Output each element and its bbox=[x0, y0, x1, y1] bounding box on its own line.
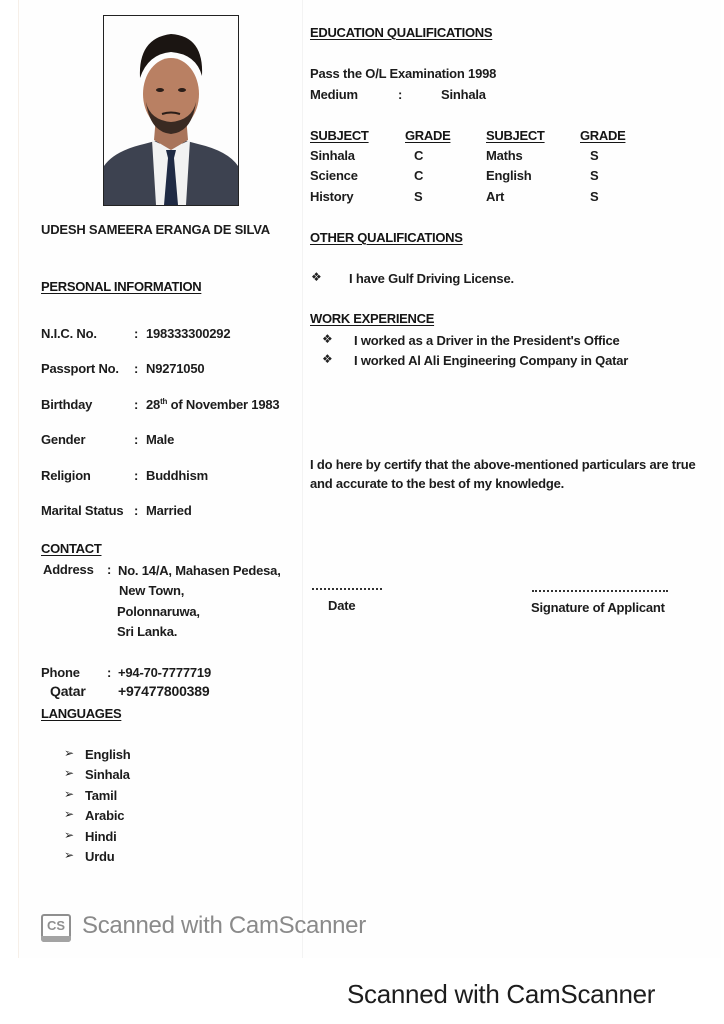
language-item: Arabic bbox=[85, 808, 125, 823]
address-line-3: Polonnaruwa, bbox=[117, 604, 200, 619]
nic-sep: : bbox=[134, 326, 139, 341]
work-item: I worked as a Driver in the President's Office bbox=[354, 333, 620, 348]
marital-value: Married bbox=[146, 503, 192, 518]
diamond-bullet-icon: ❖ bbox=[311, 270, 322, 284]
address-line-1: No. 14/A, Mahasen Pedesa, bbox=[118, 563, 281, 578]
address-line-2: New Town, bbox=[119, 583, 185, 598]
subject-cell: Art bbox=[486, 189, 505, 204]
address-line-4: Sri Lanka. bbox=[117, 624, 178, 639]
birthday-rest: of November 1983 bbox=[167, 397, 280, 412]
declaration-line-2: and accurate to the best of my knowledge. bbox=[310, 476, 565, 491]
gender-label: Gender bbox=[41, 432, 86, 447]
camscanner-watermark-inner: Scanned with CamScanner bbox=[82, 912, 366, 939]
person-portrait-icon bbox=[104, 16, 238, 205]
phone-value: +94-70-7777719 bbox=[118, 665, 211, 680]
date-line bbox=[312, 588, 382, 590]
subject-cell: Science bbox=[310, 168, 358, 183]
nic-label: N.I.C. No. bbox=[41, 326, 97, 341]
passport-value: N9271050 bbox=[146, 361, 205, 376]
marital-label: Marital Status bbox=[41, 503, 124, 518]
subject-cell: History bbox=[310, 189, 354, 204]
subject-cell: Sinhala bbox=[310, 148, 355, 163]
birthday-day: 28 bbox=[146, 397, 161, 412]
language-item: Hindi bbox=[85, 829, 117, 844]
religion-label: Religion bbox=[41, 468, 91, 483]
grade-cell: S bbox=[590, 189, 599, 204]
grade-cell: C bbox=[414, 148, 424, 163]
arrowhead-bullet-icon: ➢ bbox=[64, 746, 75, 760]
signature-label: Signature of Applicant bbox=[531, 600, 665, 615]
phone-sep: : bbox=[107, 665, 112, 680]
work-item: I worked Al Ali Engineering Company in Qatar bbox=[354, 353, 629, 368]
medium-value: Sinhala bbox=[441, 87, 486, 102]
medium-sep: : bbox=[398, 87, 403, 102]
medium-label: Medium bbox=[310, 87, 358, 102]
declaration-line-1: I do here by certify that the above-mentioned particulars are true bbox=[310, 457, 696, 472]
grade-cell: S bbox=[414, 189, 423, 204]
grades-header-subject-1: SUBJECT bbox=[310, 128, 369, 143]
date-label: Date bbox=[328, 598, 356, 613]
column-divider bbox=[302, 0, 303, 958]
passport-label: Passport No. bbox=[41, 361, 119, 376]
arrowhead-bullet-icon: ➢ bbox=[64, 828, 75, 842]
languages-heading: LANGUAGES bbox=[41, 706, 122, 721]
qualification-item: I have Gulf Driving License. bbox=[349, 271, 514, 286]
arrowhead-bullet-icon: ➢ bbox=[64, 807, 75, 821]
birthday-suffix: th bbox=[160, 397, 168, 406]
diamond-bullet-icon: ❖ bbox=[322, 352, 333, 366]
qatar-label: Qatar bbox=[50, 683, 86, 699]
birthday-sep: : bbox=[134, 397, 139, 412]
nic-value: 198333300292 bbox=[146, 326, 231, 341]
applicant-name: UDESH SAMEERA ERANGA DE SILVA bbox=[41, 222, 270, 237]
phone-label: Phone bbox=[41, 665, 80, 680]
grade-cell: C bbox=[414, 168, 424, 183]
religion-sep: : bbox=[134, 468, 139, 483]
signature-line bbox=[532, 590, 668, 592]
contact-heading: CONTACT bbox=[41, 541, 102, 556]
qatar-phone-value: +97477800389 bbox=[118, 683, 210, 699]
arrowhead-bullet-icon: ➢ bbox=[64, 848, 75, 862]
camscanner-watermark-outer: Scanned with CamScanner bbox=[347, 979, 656, 1009]
address-sep: : bbox=[107, 562, 112, 577]
birthday-value bbox=[146, 397, 279, 412]
religion-value: Buddhism bbox=[146, 468, 208, 483]
exam-text: Pass the O/L Examination 1998 bbox=[310, 66, 497, 81]
birthday-label: Birthday bbox=[41, 397, 93, 412]
grades-header-grade-1: GRADE bbox=[405, 128, 451, 143]
gender-sep: : bbox=[134, 432, 139, 447]
grade-cell: S bbox=[590, 168, 599, 183]
grades-header-grade-2: GRADE bbox=[580, 128, 626, 143]
arrowhead-bullet-icon: ➢ bbox=[64, 787, 75, 801]
diamond-bullet-icon: ❖ bbox=[322, 332, 333, 346]
address-label: Address bbox=[43, 562, 94, 577]
camscanner-logo-icon: CS bbox=[41, 914, 71, 942]
grades-header-subject-2: SUBJECT bbox=[486, 128, 545, 143]
passport-sep: : bbox=[134, 361, 139, 376]
applicant-photo bbox=[103, 15, 239, 206]
other-qualifications-heading: OTHER QUALIFICATIONS bbox=[310, 230, 463, 245]
subject-cell: Maths bbox=[486, 148, 523, 163]
arrowhead-bullet-icon: ➢ bbox=[64, 766, 75, 780]
work-experience-heading: WORK EXPERIENCE bbox=[310, 311, 435, 326]
marital-sep: : bbox=[134, 503, 139, 518]
subject-cell: English bbox=[486, 168, 532, 183]
personal-info-heading: PERSONAL INFORMATION bbox=[41, 279, 202, 294]
language-item: Urdu bbox=[85, 849, 115, 864]
grade-cell: S bbox=[590, 148, 599, 163]
language-item: Tamil bbox=[85, 788, 117, 803]
education-heading: EDUCATION QUALIFICATIONS bbox=[310, 25, 493, 40]
gender-value: Male bbox=[146, 432, 175, 447]
language-item: Sinhala bbox=[85, 767, 130, 782]
language-item: English bbox=[85, 747, 131, 762]
